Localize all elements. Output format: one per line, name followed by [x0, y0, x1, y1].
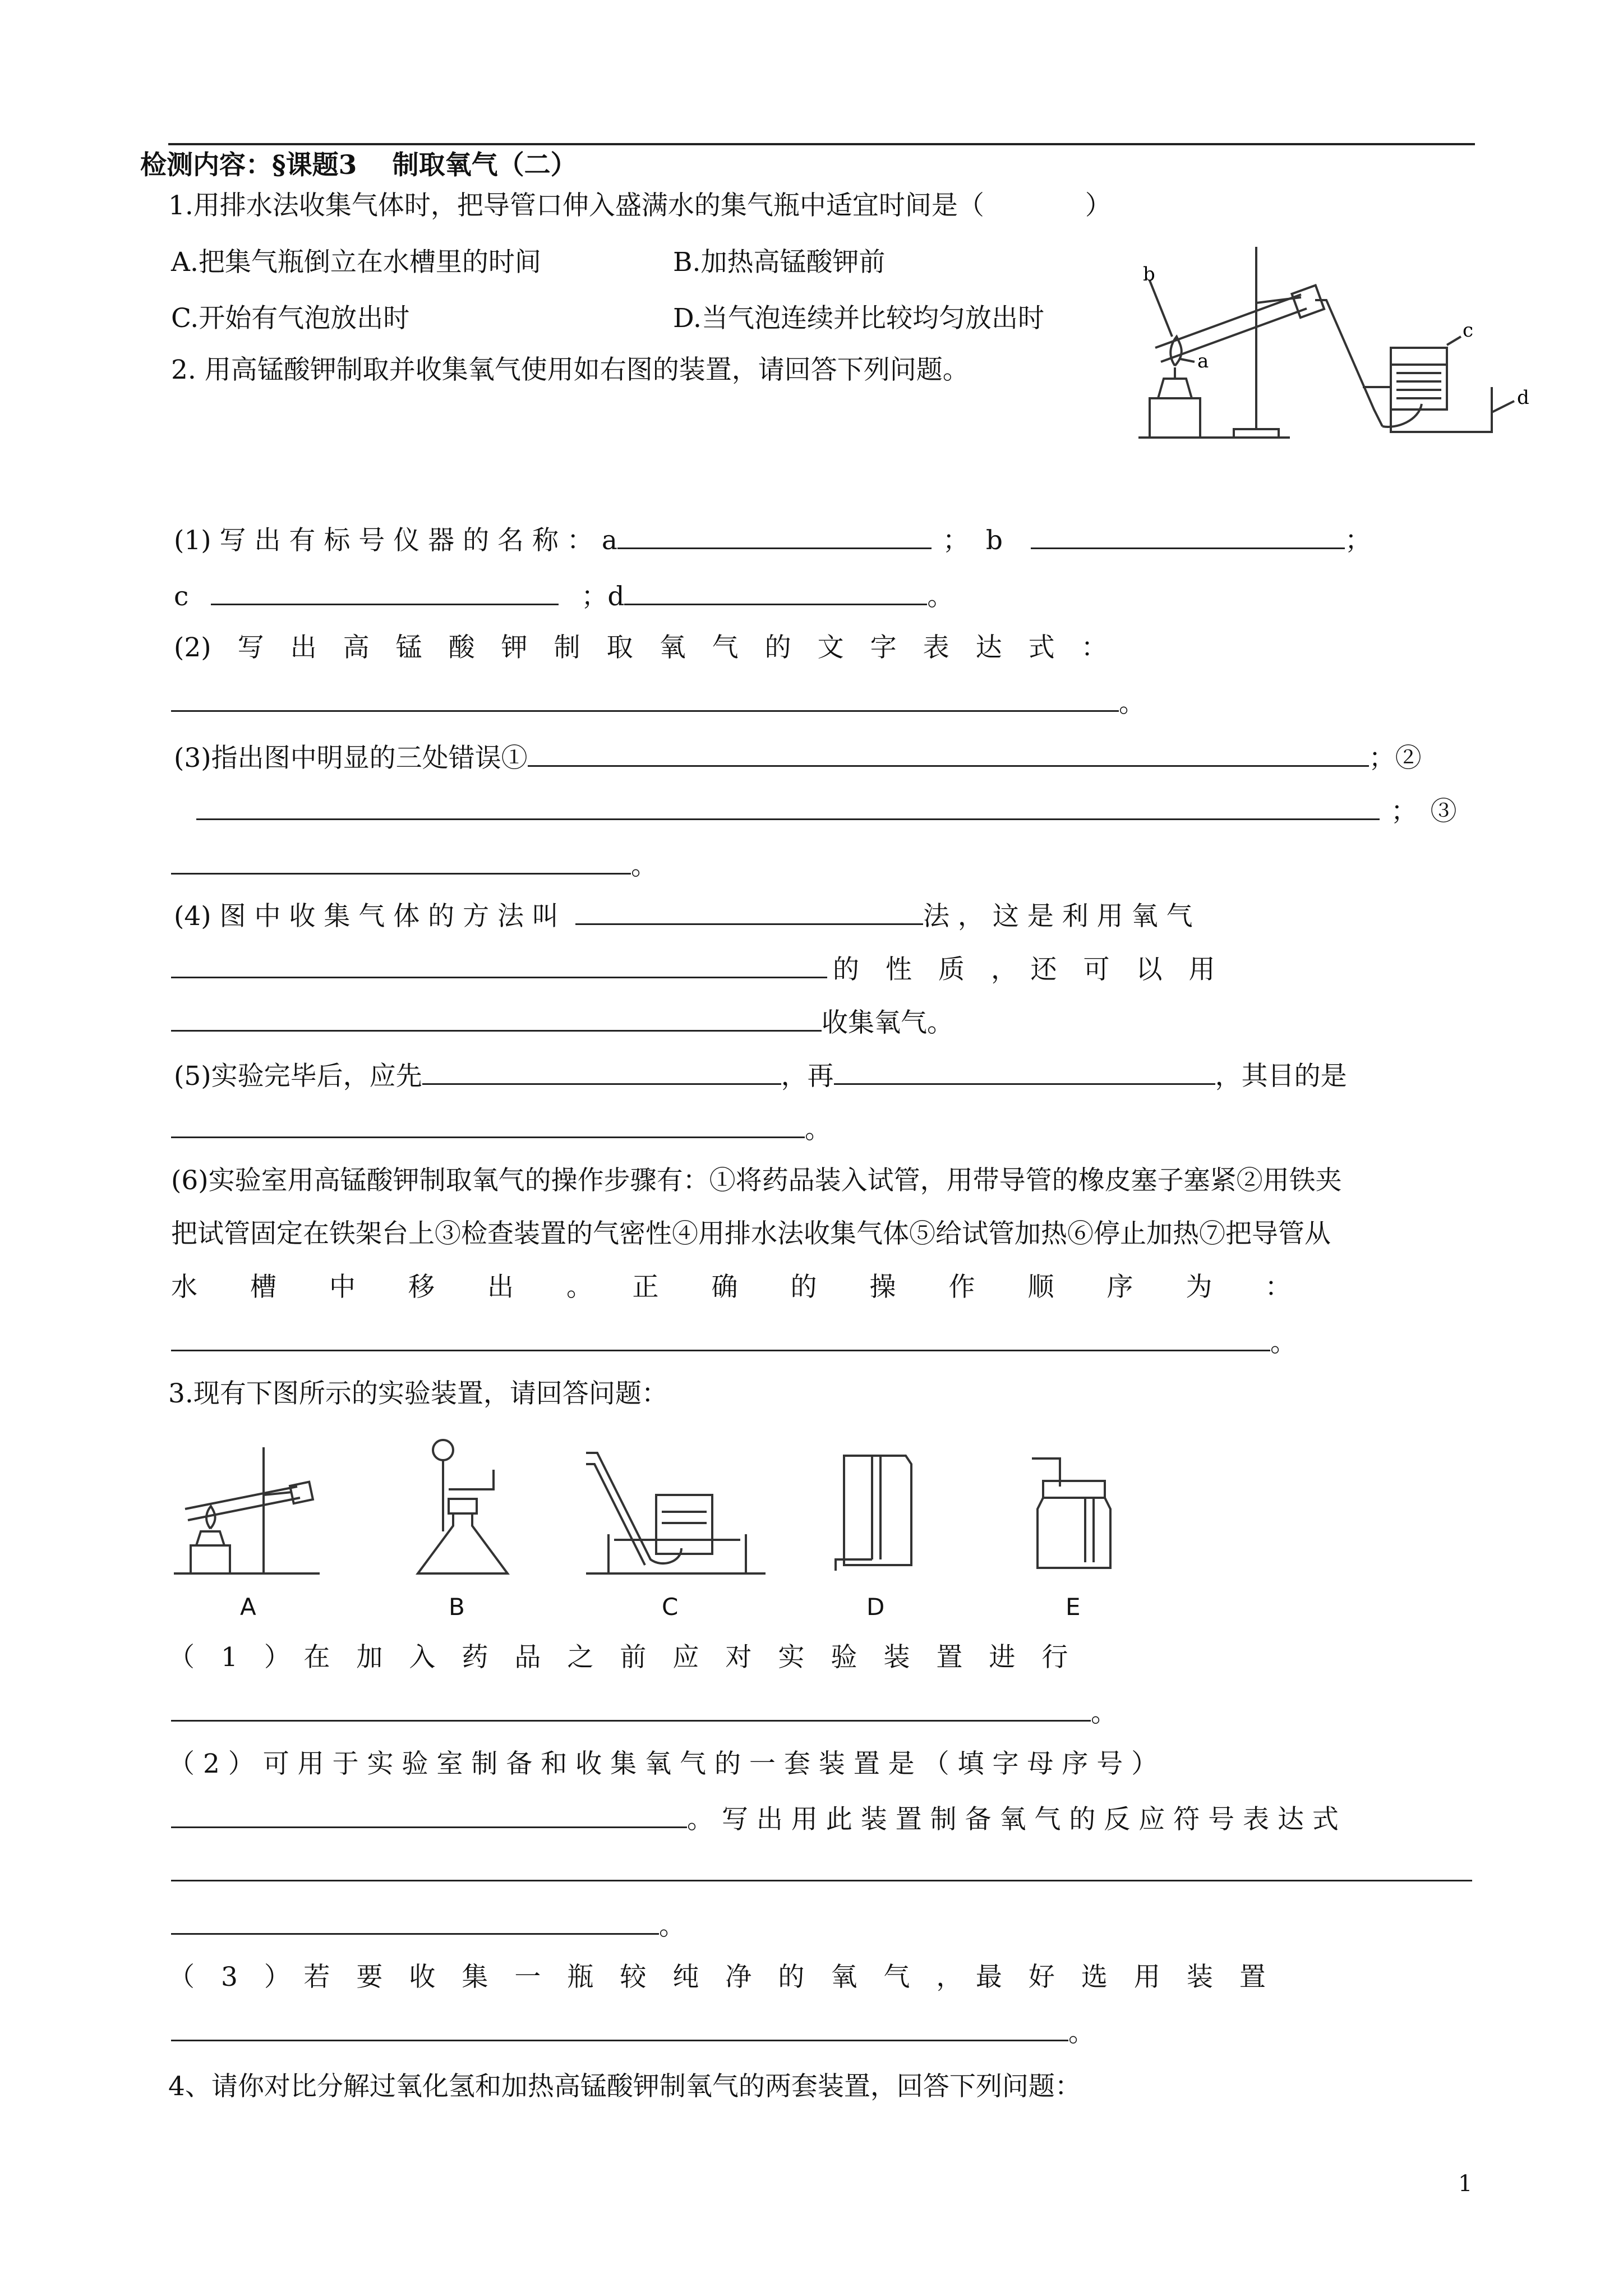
answer-blank-apparatus-set[interactable] — [171, 1801, 687, 1828]
q2-part5-line2: 。 — [171, 1111, 831, 1147]
apparatus-label-d: D — [866, 1593, 885, 1621]
answer-blank-symbol-equation-2[interactable] — [171, 1907, 659, 1935]
answer-blank-operation-order[interactable] — [171, 1324, 1270, 1351]
answer-blank-c[interactable] — [211, 578, 559, 605]
q3-part2-line4: 。 — [171, 1907, 685, 1943]
answer-blank-purpose[interactable] — [171, 1111, 805, 1138]
q3-part2-line2: 。 写 出 用 此 装 置 制 备 氧 气 的 反 应 符 号 表 达 式 — [171, 1801, 1339, 1837]
answer-blank-word-equation[interactable] — [171, 684, 1119, 712]
answer-blank-check[interactable] — [171, 1694, 1091, 1722]
apparatus-d-icon — [830, 1453, 925, 1576]
q2-part3-line1: (3)指出图中明显的三处错误① ；② — [174, 739, 1422, 775]
q3-stem: 3.现有下图所示的实验装置，请回答问题： — [168, 1378, 668, 1409]
answer-blank-d[interactable] — [624, 578, 927, 605]
header-rule — [168, 143, 1475, 145]
q1-option-b: B.加热高锰酸钾前 — [673, 247, 886, 278]
q3-part1-line1: （ 1 ） 在 加 入 药 品 之 前 应 对 实 验 装 置 进 行 — [168, 1642, 1068, 1673]
q2-part4-line1: (4) 图 中 收 集 气 体 的 方 法 叫 法 ， 这 是 利 用 氧 气 — [174, 898, 1193, 933]
q2-part6-line3: 水 槽 中 移 出 。 正 确 的 操 作 顺 序 为 ： — [171, 1272, 1292, 1303]
apparatus-label-c: C — [662, 1593, 679, 1621]
answer-blank-a[interactable] — [617, 522, 932, 549]
q1-option-c: C.开始有气泡放出时 — [171, 303, 410, 334]
q2-part4-line2: 的 性 质 ， 还 可 以 用 — [171, 951, 1215, 987]
q2-part3-line3: 。 — [171, 847, 657, 883]
q2-stem: 2. 用高锰酸钾制取并收集氧气使用如右图的装置，请回答下列问题。 — [171, 355, 969, 385]
apparatus-a-icon — [168, 1442, 325, 1582]
q3-part1-line2: 。 — [171, 1694, 1117, 1730]
page-title: 检测内容：§课题3 制取氧气（二） — [140, 150, 577, 181]
apparatus-label-b: B — [449, 1593, 465, 1621]
q2-part4-line3: 收集氧气。 — [171, 1004, 953, 1040]
q2-part6-line2: 把试管固定在铁架台上③检查装置的气密性④用排水法收集气体⑤给试管加热⑥停止加热⑦把导管从 — [171, 1218, 1331, 1249]
q1-option-a: A.把集气瓶倒立在水槽里的时间 — [171, 247, 541, 278]
answer-blank-property[interactable] — [171, 951, 827, 978]
figure-label-a: a — [1197, 350, 1209, 372]
apparatus-label-a: A — [240, 1593, 256, 1621]
figure-label-b: b — [1143, 263, 1155, 286]
q3-part3-line1: （ 3 ） 若 要 收 集 一 瓶 较 纯 净 的 氧 气 ， 最 好 选 用 装 置 — [168, 1962, 1266, 1993]
answer-blank-pure-oxygen[interactable] — [171, 2014, 1068, 2041]
answer-blank-error-2[interactable] — [196, 793, 1380, 820]
answer-blank-other-method[interactable] — [171, 1004, 822, 1032]
q3-part2-line1: （ 2 ） 可 用 于 实 验 室 制 备 和 收 集 氧 气 的 一 套 装 置 是 （ 填 字 母 序 号 ） — [168, 1749, 1158, 1779]
q2-part5-line1: (5)实验完毕后，应先 ，再 ，其目的是 — [174, 1057, 1347, 1093]
q2-part6-line1: (6)实验室用高锰酸钾制取氧气的操作步骤有：①将药品装入试管，用带导管的橡皮塞子塞紧②用铁夹 — [171, 1165, 1342, 1196]
q2-part3-line2: ； ③ — [196, 793, 1457, 829]
apparatus-b-icon — [409, 1436, 516, 1582]
q2-part6-line4: 。 — [171, 1324, 1297, 1360]
answer-blank-second-step[interactable] — [834, 1057, 1215, 1085]
q2-part2-line2: 。 — [171, 684, 1145, 720]
q3-part3-line2: 。 — [171, 2014, 1095, 2050]
figure-label-d: d — [1517, 386, 1529, 409]
apparatus-label-e: E — [1066, 1593, 1081, 1621]
q2-part1-line1: (1) 写 出 有 标 号 仪 器 的 名 称 ： a ； b ； — [174, 522, 1371, 558]
answer-blank-first-step[interactable] — [422, 1057, 781, 1085]
q2-part2-line1: (2) 写 出 高 锰 酸 钾 制 取 氧 气 的 文 字 表 达 式 ： — [174, 632, 1108, 663]
answer-blank-error-3[interactable] — [171, 847, 631, 875]
q3-part2-line3 — [171, 1854, 1472, 1890]
q1-option-d: D.当气泡连续并比较均匀放出时 — [673, 303, 1044, 334]
kmno4-apparatus-figure — [1133, 236, 1537, 443]
apparatus-c-icon — [583, 1442, 768, 1582]
figure-label-c: c — [1463, 319, 1474, 342]
q4-stem: 4、请你对比分解过氧化氢和加热高锰酸钾制氧气的两套装置，回答下列问题： — [168, 2071, 1081, 2102]
answer-blank-b[interactable] — [1031, 522, 1345, 549]
page-number: 1 — [1458, 2171, 1473, 2197]
q1-stem: 1.用排水法收集气体时，把导管口伸入盛满水的集气瓶中适宜时间是（ ） — [168, 190, 1112, 221]
answer-blank-error-1[interactable] — [528, 739, 1369, 767]
answer-blank-method[interactable] — [575, 898, 923, 925]
q2-part1-line2: c ；d 。 — [174, 578, 953, 614]
apparatus-e-icon — [1026, 1453, 1122, 1576]
answer-blank-symbol-equation[interactable] — [171, 1854, 1472, 1881]
